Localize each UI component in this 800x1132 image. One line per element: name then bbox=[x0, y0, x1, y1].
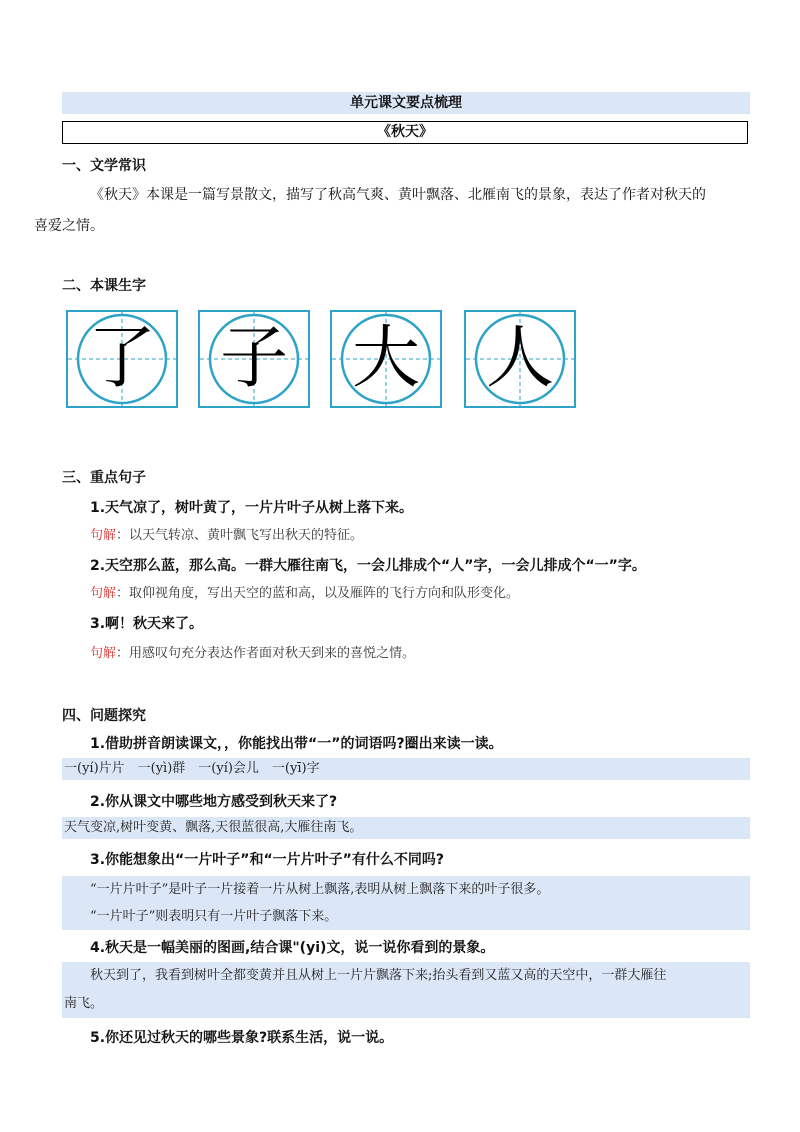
question-3: 3.你能想象出“一片叶子”和“一片片叶子”有什么不同吗? bbox=[90, 852, 444, 868]
literature-text-line2: 喜爱之情。 bbox=[34, 218, 104, 234]
char-grid-4 bbox=[464, 310, 576, 408]
note-text: ：取仰视角度，写出天空的蓝和高，以及雁阵的飞行方向和队形变化。 bbox=[116, 586, 520, 601]
key-sentence-3: 3.啊！秋天来了。 bbox=[90, 616, 204, 632]
section-heading-new-chars: 二、本课生字 bbox=[62, 278, 146, 294]
answer-2-text: 天气变凉,树叶变黄、飘落,天很蓝很高,大雁往南飞。 bbox=[64, 820, 363, 835]
literature-text-line1: 《秋天》本课是一篇写景散文，描写了秋高气爽、黄叶飘落、北雁南飞的景象，表达了作者对秋天的 bbox=[90, 187, 706, 203]
section-heading-literature: 一、文学常识 bbox=[62, 158, 146, 174]
answer-4 bbox=[62, 962, 750, 1018]
answer-3 bbox=[62, 876, 750, 930]
char-glyph: 子 bbox=[219, 319, 288, 398]
answer-1-text: 一(yí)片片 一(yì)群 一(yí)会儿 一(yī)字 bbox=[64, 761, 320, 776]
char-glyph: 人 bbox=[485, 319, 554, 398]
section-heading-key-sentences: 三、重点句子 bbox=[62, 470, 146, 486]
section-heading-questions: 四、问题探究 bbox=[62, 708, 146, 724]
note-text: ：以天气转凉、黄叶飘飞写出秋天的特征。 bbox=[116, 528, 364, 543]
answer-3-line2: “一片叶子”则表明只有一片叶子飘落下来。 bbox=[90, 909, 338, 924]
key-sentence-1: 1.天气凉了，树叶黄了，一片片叶子从树上落下来。 bbox=[90, 500, 414, 516]
char-glyph: 了 bbox=[87, 319, 156, 398]
sentence-note-2 bbox=[90, 584, 519, 604]
literature-paragraph bbox=[34, 180, 752, 242]
answer-2 bbox=[62, 817, 750, 839]
question-1: 1.借助拼音朗读课文，，你能找出带“一”的词语吗?圈出来读一读。 bbox=[90, 736, 503, 752]
note-text: ：用感叹句充分表达作者面对秋天到来的喜悦之情。 bbox=[116, 646, 416, 661]
char-grid-3 bbox=[330, 310, 442, 408]
note-tag: 句解 bbox=[90, 528, 117, 543]
char-grid-2 bbox=[198, 310, 310, 408]
unit-banner: 单元课文要点梳理 bbox=[62, 92, 750, 114]
question-5: 5.你还见过秋天的哪些景象?联系生活，说一说。 bbox=[90, 1030, 394, 1046]
answer-3-line1: “一片片叶子”是叶子一片接着一片从树上飘落,表明从树上飘落下来的叶子很多。 bbox=[90, 882, 550, 897]
question-4: 4.秋天是一幅美丽的图画,结合课"(yi)文，说一说你看到的景象。 bbox=[90, 940, 495, 956]
char-grid-1 bbox=[66, 310, 178, 408]
answer-1 bbox=[62, 758, 750, 780]
key-sentence-2: 2.天空那么蓝，那么高。一群大雁往南飞，一会儿排成个“人”字，一会儿排成个“一”字。 bbox=[90, 558, 646, 574]
answer-4-line1: 秋天到了，我看到树叶全都变黄并且从树上一片片飘落下来;抬头看到又蓝又高的天空中，一群大雁往 bbox=[90, 968, 667, 983]
note-tag: 句解 bbox=[90, 646, 117, 661]
note-tag: 句解 bbox=[90, 586, 117, 601]
question-2: 2.你从课文中哪些地方感受到秋天来了? bbox=[90, 794, 338, 810]
answer-4-line2: 南飞。 bbox=[64, 996, 104, 1011]
char-glyph: 大 bbox=[351, 319, 420, 398]
lesson-title: 《秋天》 bbox=[62, 121, 748, 144]
sentence-note-3 bbox=[90, 644, 415, 664]
sentence-note-1 bbox=[90, 526, 363, 546]
